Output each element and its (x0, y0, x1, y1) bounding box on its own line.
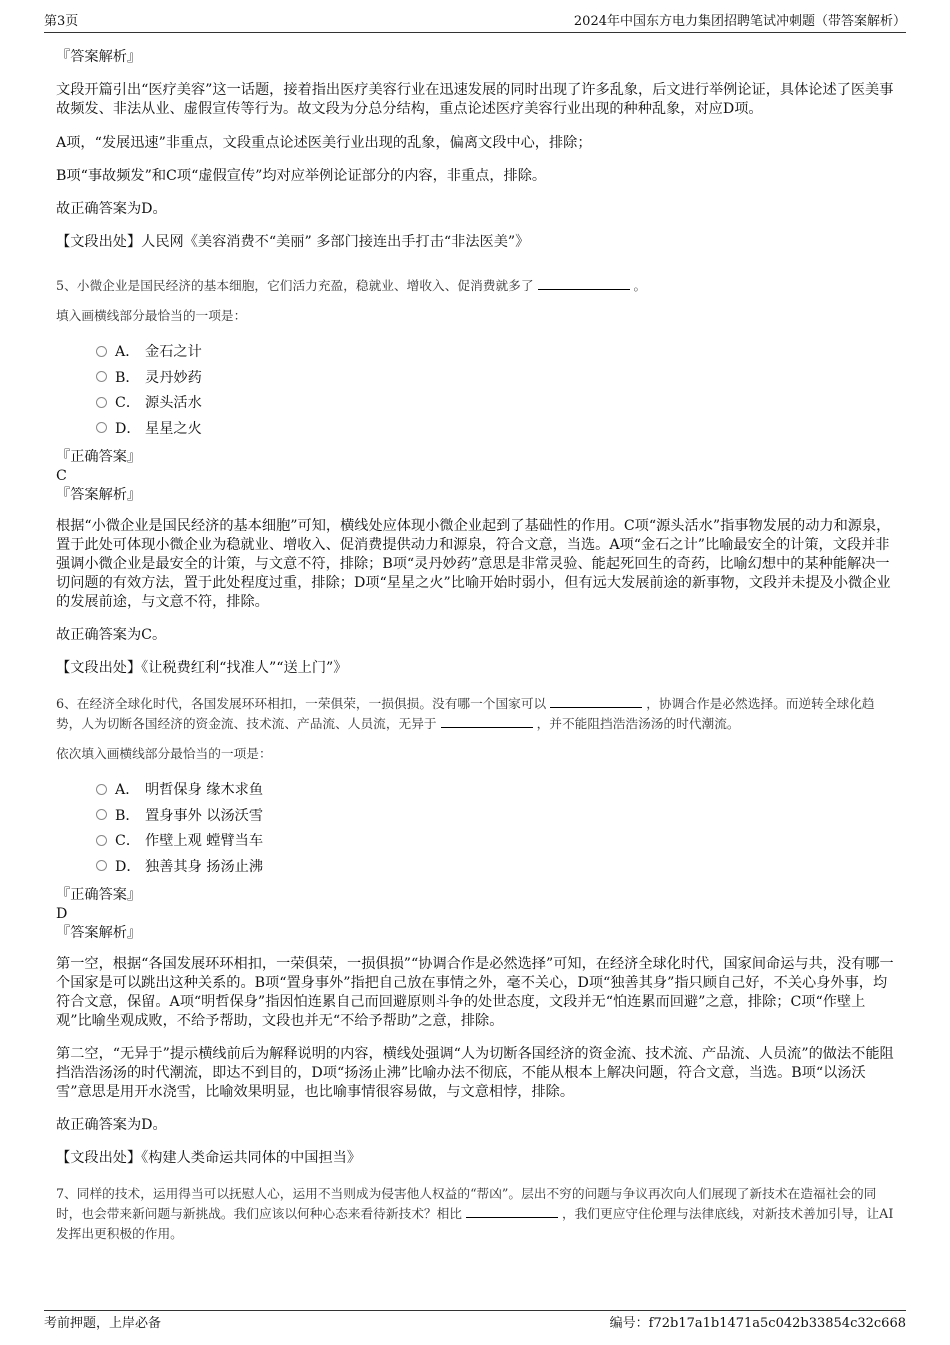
question-stem (56, 1184, 894, 1244)
source-citation: 【文段出处】《构建人类命运共同体的中国担当》 (56, 1150, 362, 1166)
option-text: 金石之计 (145, 344, 202, 360)
question-stem-text: ，并不能阻挡浩浩汤汤的时代潮流。 (536, 716, 740, 731)
option-a[interactable] (96, 340, 894, 366)
document-id: 编号：f72b17a1b1471a5c042b33854c32c668 (609, 1316, 906, 1331)
answer-conclusion: 故正确答案为D。 (56, 1117, 167, 1133)
option-text: 源头活水 (145, 395, 202, 411)
analysis-paragraph: 根据“小微企业是国民经济的基本细胞”可知，横线处应体现小微企业起到了基础性的作用。C项“源头活水”指事物发展的动力和源泉，置于此处可体现小微企业为稳就业、增收入、促消费提供动力和源泉，符合文意，当选。A项“金石之计”比喻最安全的计策，文段并非强调小微企业是最安全的计策，与文意不符，排除；B项“灵丹妙药”意思是非常灵验、能起死回生的奇药，比喻幻想中的某种能解决一切问题的有效方法，置于此处程度过重，排除；D项“星星之火”比喻开始时弱小，但有远大发展前途的新事物，文段并未提及小微企业的发展前途，与文意不符，排除。 (56, 518, 891, 610)
option-letter: B． (115, 369, 140, 386)
document-title: 2024年中国东方电力集团招聘笔试冲刺题（带答案解析） (573, 14, 906, 29)
page-content (56, 48, 894, 1244)
correct-answer: C (56, 468, 67, 484)
option-letter: B． (115, 807, 140, 824)
answer-blank (441, 714, 533, 728)
page-footer (44, 1310, 906, 1331)
radio-icon[interactable] (96, 397, 107, 408)
option-letter: C． (115, 395, 141, 411)
footer-slogan: 考前押题，上岸必备 (44, 1316, 162, 1331)
radio-icon[interactable] (96, 784, 107, 795)
option-letter: A． (115, 344, 140, 360)
analysis-label: 『答案解析』 (56, 487, 142, 503)
page-number: 第3页 (44, 14, 79, 29)
question-stem-text: ，我们更应守住伦理与法律底线，对新技术善加引导，让AI发挥出更积极的作用。 (56, 1206, 894, 1241)
source-citation: 【文段出处】《让税费红利“找准人”“送上门”》 (56, 660, 348, 676)
radio-icon[interactable] (96, 346, 107, 357)
analysis-paragraph: 第一空，根据“各国发展环环相扣，一荣俱荣，一损俱损”“协调合作是必然选择”可知，在经济全球化时代，国家间命运与共，没有哪一个国家是可以跳出这种关系的。B项“置身事外”指把自己放在事情之外，毫不关心，D项“独善其身”指只顾自己好，不关心身外事，均符合文意，保留。A项“明哲保身”指因怕连累自己而回避原则斗争的处世态度，文段并无“怕连累而回避”之意，排除；C项“作壁上观”比喻坐观成败，不给予帮助，文段也并无“不给予帮助”之意，排除。 (56, 956, 894, 1029)
answer-blank (466, 1204, 558, 1218)
question-stem (56, 694, 894, 734)
option-letter: D． (115, 858, 141, 875)
question-stem (56, 276, 894, 296)
option-b[interactable] (96, 366, 894, 392)
correct-answer-label: 『正确答案』 (56, 887, 142, 903)
radio-icon[interactable] (96, 835, 107, 846)
question-stem-text: 6、在经济全球化时代，各国发展环环相扣，一荣俱荣，一损俱损。没有哪一个国家可以 (56, 696, 547, 711)
analysis-paragraph: A项，“发展迅速”非重点，文段重点论述医美行业出现的乱象，偏离文段中心，排除； (56, 135, 592, 151)
option-text: 置身事外 以汤沃雪 (145, 807, 264, 824)
option-text: 独善其身 扬汤止沸 (145, 858, 264, 875)
source-citation: 【文段出处】人民网《美容消费不“美丽” 多部门接连出手打击“非法医美”》 (56, 234, 530, 250)
option-list (96, 340, 894, 442)
question-stem-text: ，协调合作是必然选择。而逆转全球化趋势，人为切断各国经济的资金流、技术流、产品流、人员流，无异于 (56, 696, 875, 731)
page-header (44, 12, 906, 33)
question-instruction: 依次填入画横线部分最恰当的一项是： (56, 746, 272, 761)
analysis-paragraph: B项“事故频发”和C项“虚假宣传”均对应举例论证部分的内容，非重点，排除。 (56, 168, 547, 184)
analysis-label: 『答案解析』 (56, 925, 142, 941)
radio-icon[interactable] (96, 422, 107, 433)
question-stem-text: 5、小微企业是国民经济的基本细胞，它们活力充盈，稳就业、增收入、促消费就多了 (56, 278, 534, 293)
option-text: 明哲保身 缘木求鱼 (145, 782, 264, 798)
option-letter: D． (115, 420, 141, 437)
correct-answer: D (56, 906, 68, 922)
option-b[interactable] (96, 804, 894, 830)
radio-icon[interactable] (96, 371, 107, 382)
option-text: 星星之火 (145, 420, 202, 437)
analysis-paragraph: 文段开篇引出“医疗美容”这一话题，接着指出医疗美容行业在迅速发展的同时出现了许多乱象，后文进行举例论证，具体论述了医美事故频发、非法从业、虚假宣传等行为。故文段为分总分结构，重点论述医疗美容行业出现的种种乱象，对应D项。 (56, 82, 894, 117)
correct-answer-label: 『正确答案』 (56, 449, 142, 465)
option-letter: A． (115, 782, 140, 798)
option-d[interactable] (96, 417, 894, 443)
option-d[interactable] (96, 855, 894, 881)
question-stem-text: 。 (633, 278, 647, 293)
option-text: 作壁上观 螳臂当车 (145, 833, 264, 849)
answer-blank (538, 276, 630, 290)
option-text: 灵丹妙药 (145, 369, 202, 386)
analysis-paragraph: 第二空，“无异于”提示横线前后为解释说明的内容，横线处强调“人为切断各国经济的资金流、技术流、产品流、人员流”的做法不能阻挡浩浩汤汤的时代潮流，即达不到目的，D项“扬汤止沸”比喻办法不彻底，不能从根本上解决问题，符合文意，当选。B项“以汤沃雪”意思是用开水浇雪，比喻效果明显，也比喻事情很容易做，与文意相悖，排除。 (56, 1046, 894, 1100)
answer-conclusion: 故正确答案为D。 (56, 201, 167, 217)
answer-blank (550, 694, 642, 708)
question-instruction: 填入画横线部分最恰当的一项是： (56, 308, 247, 323)
answer-conclusion: 故正确答案为C。 (56, 627, 167, 643)
option-a[interactable] (96, 778, 894, 804)
option-letter: C． (115, 833, 141, 849)
option-c[interactable] (96, 391, 894, 417)
option-list (96, 778, 894, 880)
radio-icon[interactable] (96, 860, 107, 871)
radio-icon[interactable] (96, 809, 107, 820)
question-stem-text: 7、同样的技术，运用得当可以抚慰人心，运用不当则成为侵害他人权益的“帮凶”。层出不穷的问题与争议再次向人们展现了新技术在造福社会的同时，也会带来新问题与新挑战。我们应该以何种心态来看待新技术？相比 (56, 1186, 877, 1221)
analysis-label: 『答案解析』 (56, 49, 142, 65)
option-c[interactable] (96, 829, 894, 855)
